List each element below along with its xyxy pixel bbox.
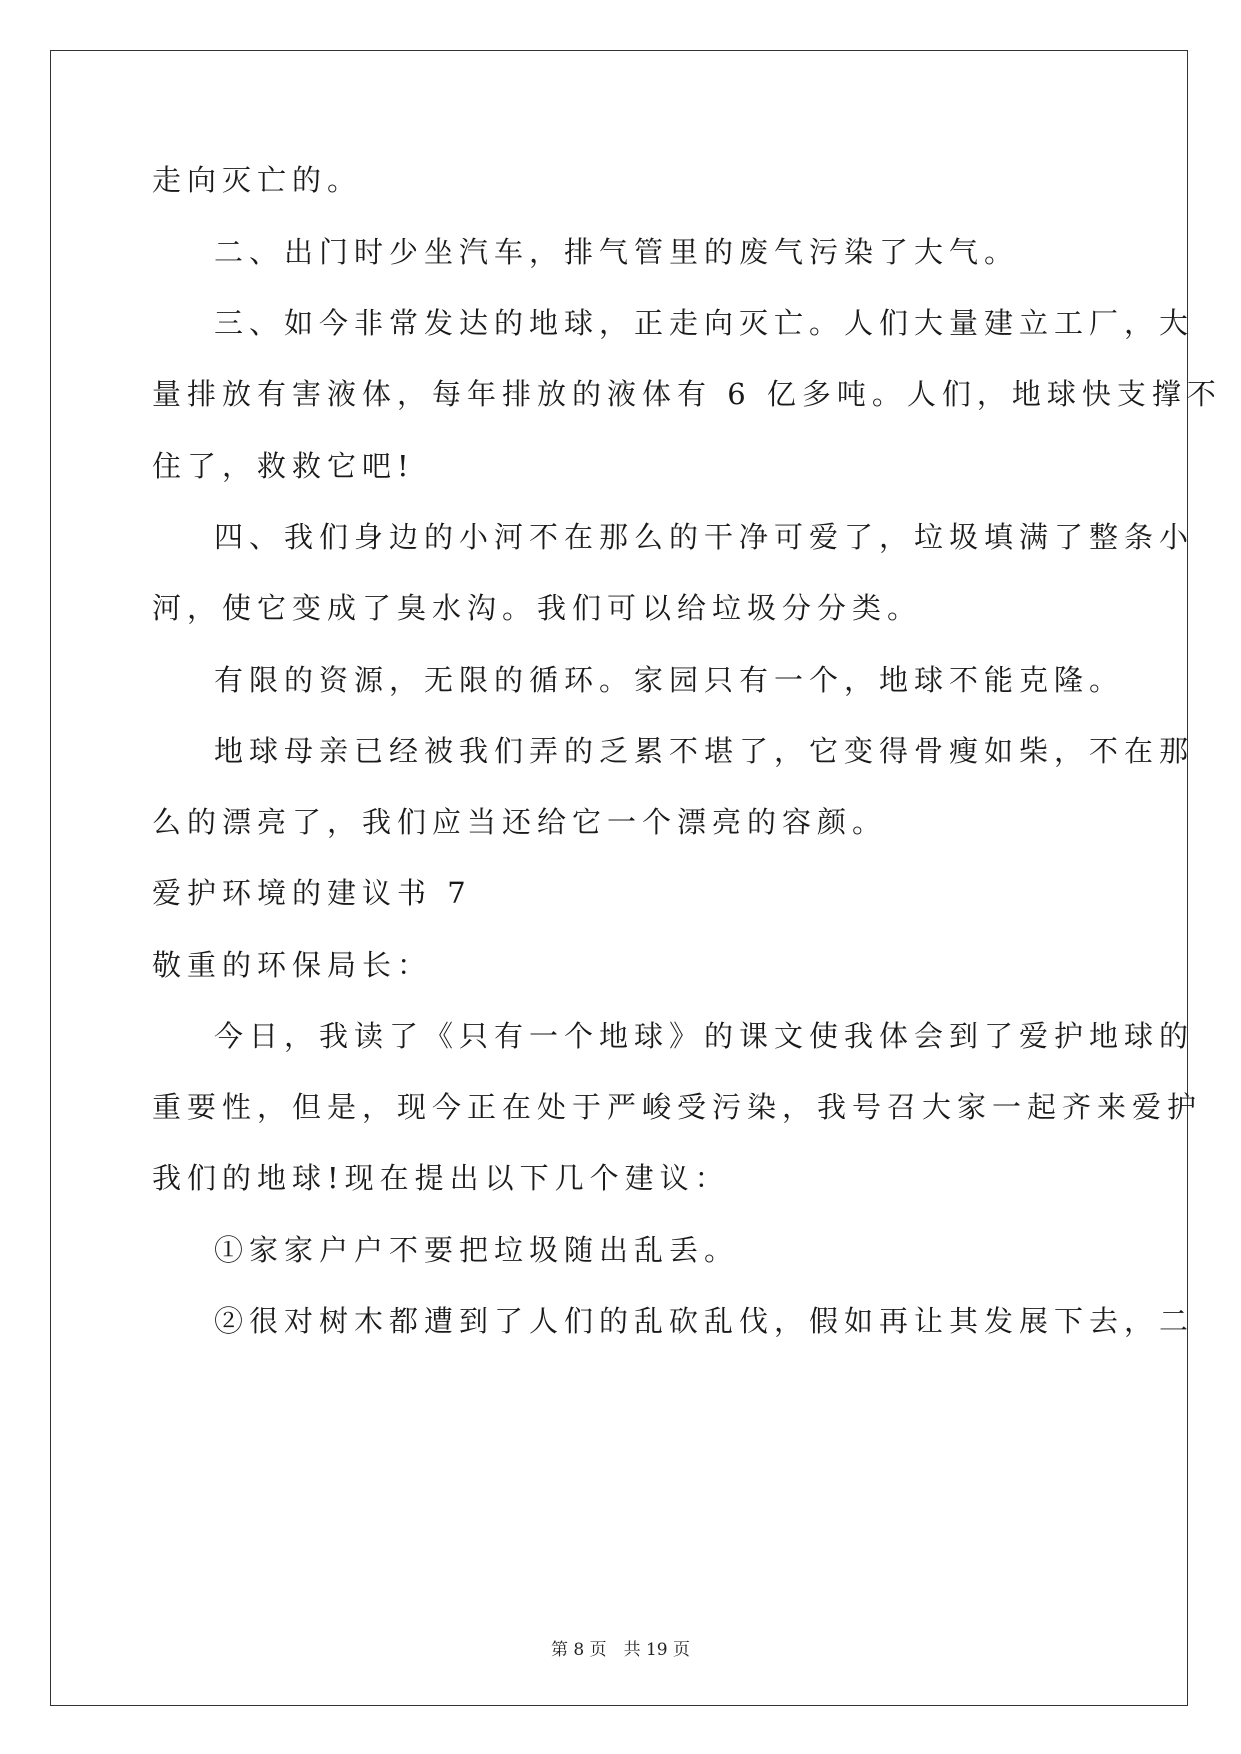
text-line: 今日，我读了《只有一个地球》的课文使我体会到了爱护地球的	[214, 1019, 1195, 1053]
section-heading: 爱护环境的建议书 7	[152, 876, 472, 910]
text-line: 走向灭亡的。	[152, 163, 363, 197]
text-line: 三、如今非常发达的地球，正走向灭亡。人们大量建立工厂，大	[214, 306, 1195, 340]
text-line: 么的漂亮了，我们应当还给它一个漂亮的容颜。	[152, 805, 888, 839]
text-line: 量排放有害液体，每年排放的液体有 6 亿多吨。人们，地球快支撑不	[152, 377, 1222, 411]
text-line: 住了，救救它吧!	[152, 449, 415, 483]
text-line: 四、我们身边的小河不在那么的干净可爱了，垃圾填满了整条小	[214, 520, 1195, 554]
page-footer: 第 8 页 共 19 页	[550, 1640, 691, 1660]
text-line: 有限的资源，无限的循环。家园只有一个，地球不能克隆。	[214, 663, 1125, 697]
text-line: 二、出门时少坐汽车，排气管里的废气污染了大气。	[214, 235, 1020, 269]
text-line: ①家家户户不要把垃圾随出乱丢。	[214, 1233, 740, 1267]
text-line: 重要性，但是，现今正在处于严峻受污染，我号召大家一起齐来爱护	[152, 1090, 1203, 1124]
text-line: 河，使它变成了臭水沟。我们可以给垃圾分分类。	[152, 591, 923, 625]
text-line: 地球母亲已经被我们弄的乏累不堪了，它变得骨瘦如柴，不在那	[214, 734, 1195, 768]
text-line: 我们的地球!现在提出以下几个建议：	[152, 1161, 730, 1195]
salutation: 敬重的环保局长：	[152, 948, 433, 982]
text-line: ②很对树木都遭到了人们的乱砍乱伐，假如再让其发展下去，二	[214, 1304, 1195, 1338]
